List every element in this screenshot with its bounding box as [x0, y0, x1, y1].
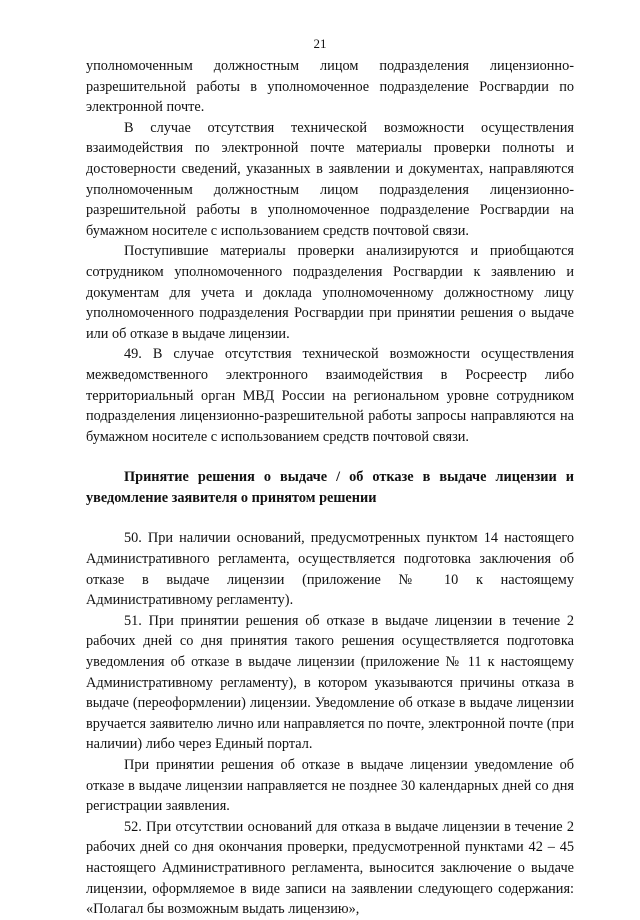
paragraph-item-50: 50. При наличии оснований, предусмотренных пунктом 14 настоящего Административного регламента, осуществляется подготовка заключения об отказе в выдаче лицензии (приложение № 10 к настоящему Административному регламенту).: [86, 530, 574, 609]
spacer: [86, 447, 574, 467]
paragraph-item-52: 52. При отсутствии оснований для отказа в выдаче лицензии в течение 2 рабочих дней со дня окончания проверки, предусмотренной пунктами 42 – 45 настоящего Административного регламента, выносится заключение о выдаче лицензии, оформляемое в виде записи на заявлении следующего содержания: «Полагал бы возможным выдать лицензию»,: [86, 818, 574, 918]
page-number: 21: [313, 36, 327, 51]
paragraph: В случае отсутствия технической возможности осуществления взаимодействия по электронной почте материалы проверки полноты и достоверности сведений, указанных в заявлении и документах, направляются уполномоченным должностным лицом подразделения лицензионно-разрешительной работы в уполномоченное подразделение Росгвардии на бумажном носителе с использованием средств почтовой связи.: [86, 119, 574, 239]
paragraph-continuation: уполномоченным должностным лицом подразделения лицензионно-разрешительной работы в уполномоченное подразделение Росгвардии по электронной почте.: [86, 58, 574, 116]
paragraph: Поступившие материалы проверки анализируются и приобщаются сотрудником уполномоченного подразделения Росгвардии к заявлению и документам для учета и доклада уполномоченному должностному лицу уполномоченного подразделения Росгвардии при принятии решения о выдаче или об отказе в выдаче лицензии.: [86, 243, 574, 342]
spacer: [86, 508, 574, 528]
paragraph-item-51: 51. При принятии решения об отказе в выдаче лицензии в течение 2 рабочих дней со дня принятия такого решения осуществляется подготовка уведомления об отказе в выдаче лицензии (приложение № 11 к настоящему Административному регламенту), в котором указываются причины отказа в выдаче (переоформлении) лицензии. Уведомление об отказе в выдаче лицензии вручается заявителю лично или направляется по почте, электронной почте (при наличии) либо через Единый портал.: [86, 612, 574, 753]
paragraph-item-49: 49. В случае отсутствия технической возможности осуществления межведомственного электронного взаимодействия в Росреестр либо территориальный орган МВД России на региональном уровне сотрудником подразделения лицензионно-разрешительной работы запросы направляются на бумажном носителе с использованием средств почтовой связи.: [86, 346, 574, 445]
section-heading: Принятие решения о выдаче / об отказе в выдаче лицензии и уведомление заявителя о принятом решении: [86, 469, 574, 506]
paragraph: При принятии решения об отказе в выдаче лицензии уведомление об отказе в выдаче лицензии направляется не позднее 30 календарных дней со дня регистрации заявления.: [86, 757, 574, 815]
document-body: [86, 56, 574, 920]
